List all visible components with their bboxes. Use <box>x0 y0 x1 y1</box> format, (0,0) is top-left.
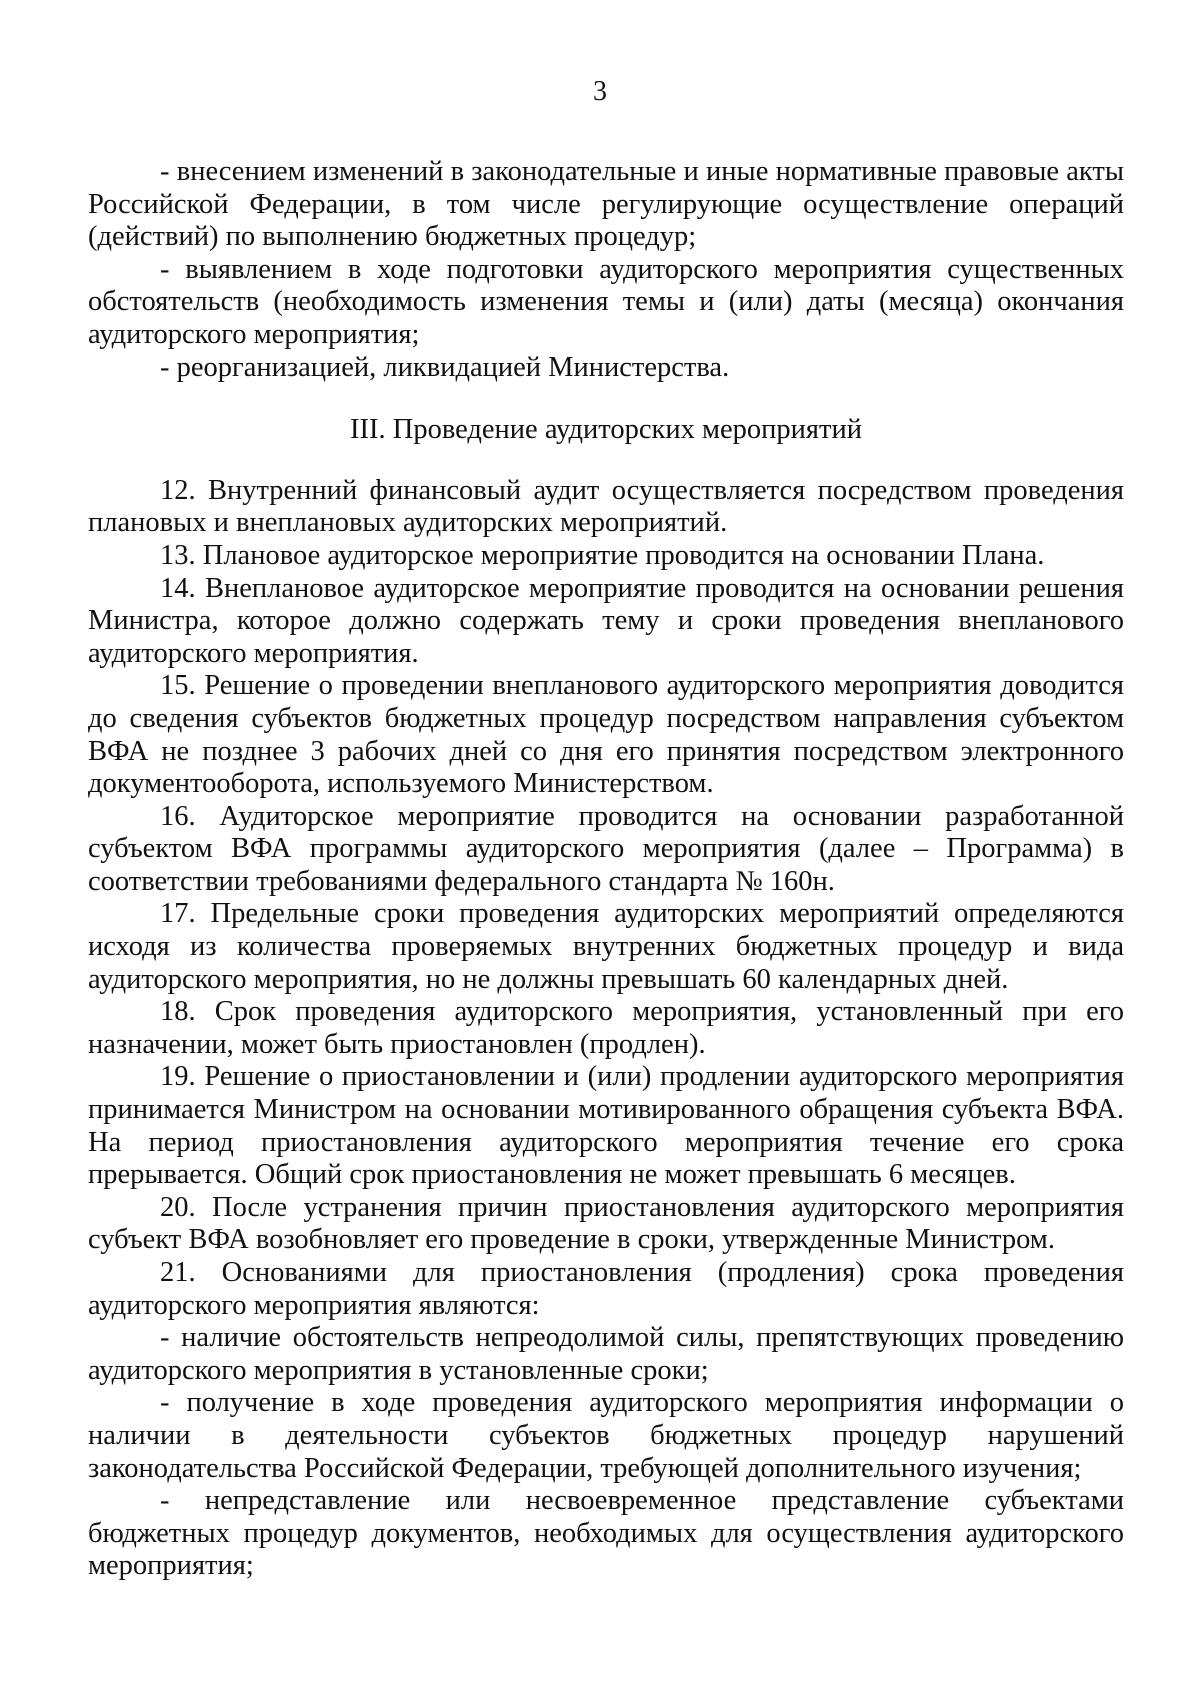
paragraph-17: 17. Предельные сроки проведения аудиторских мероприятий определяются исходя из количества проверяемых внутренних бюджетных процедур и вида аудиторского мероприятия, но не должны превышать 60 календарных дней. <box>88 898 1124 995</box>
paragraph-18: 18. Срок проведения аудиторского мероприятия, установленный при его назначении, может быть приостановлен (продлен). <box>88 996 1124 1060</box>
list-item-reorganization: - реорганизацией, ликвидацией Министерства. <box>160 351 730 383</box>
paragraph-16: 16. Аудиторское мероприятие проводится на основании разработанной субъектом ВФА программы аудиторского мероприятия (далее – Программа) в соответствии требованиями федерального стандарта № 160н. <box>88 800 1124 897</box>
paragraph-15: 15. Решение о проведении внепланового аудиторского мероприятия доводится до сведения субъектов бюджетных процедур посредством направления субъектом ВФА не позднее 3 рабочих дней со дня его принятия посредством электронного документооборота, используемого Министерством. <box>88 670 1124 800</box>
list-item-essential-circumstances: - выявлением в ходе подготовки аудиторского мероприятия существенных обстоятельств (необходимость изменения темы и (или) даты (месяца) окончания аудиторского мероприятия; <box>88 253 1124 350</box>
paragraph-21: 21. Основаниями для приостановления (продления) срока проведения аудиторского мероприятия являются: <box>88 1257 1124 1321</box>
paragraph-14: 14. Внеплановое аудиторское мероприятие проводится на основании решения Министра, которое должно содержать тему и сроки проведения внепланового аудиторского мероприятия. <box>88 572 1124 669</box>
list-item-legislation-changes: - внесением изменений в законодательные и иные нормативные правовые акты Российской Федерации, в том числе регулирующие осуществление операций (действий) по выполнению бюджетных процедур; <box>88 156 1124 253</box>
paragraph-12: 12. Внутренний финансовый аудит осуществляется посредством проведения плановых и внеплановых аудиторских мероприятий. <box>88 474 1124 539</box>
paragraph-19: 19. Решение о приостановлении и (или) продлении аудиторского мероприятия принимается Министром на основании мотивированного обращения субъекта ВФА. На период приостановления аудиторского мероприятия течение его срока прерывается. Общий срок приостановления не может превышать 6 месяцев. <box>88 1061 1124 1191</box>
section-heading: III. Проведение аудиторских мероприятий <box>350 414 862 446</box>
paragraph-13: 13. Плановое аудиторское мероприятие проводится на основании Плана. <box>160 539 1045 571</box>
list-item-force-majeure: - наличие обстоятельств непреодолимой силы, препятствующих проведению аудиторского мероприятия в установленные сроки; <box>88 1322 1124 1386</box>
list-item-violations-info: - получение в ходе проведения аудиторского мероприятия информации о наличии в деятельности субъектов бюджетных процедур нарушений законодательства Российской Федерации, требующей дополнительного изучения; <box>88 1387 1124 1484</box>
paragraph-20: 20. После устранения причин приостановления аудиторского мероприятия субъект ВФА возобновляет его проведение в сроки, утвержденные Министром. <box>88 1191 1124 1256</box>
page-number: 3 <box>593 76 607 107</box>
document-body <box>88 156 1124 1583</box>
list-item-documents-not-provided: - непредставление или несвоевременное представление субъектами бюджетных процедур документов, необходимых для осуществления аудиторского мероприятия; <box>88 1485 1124 1582</box>
